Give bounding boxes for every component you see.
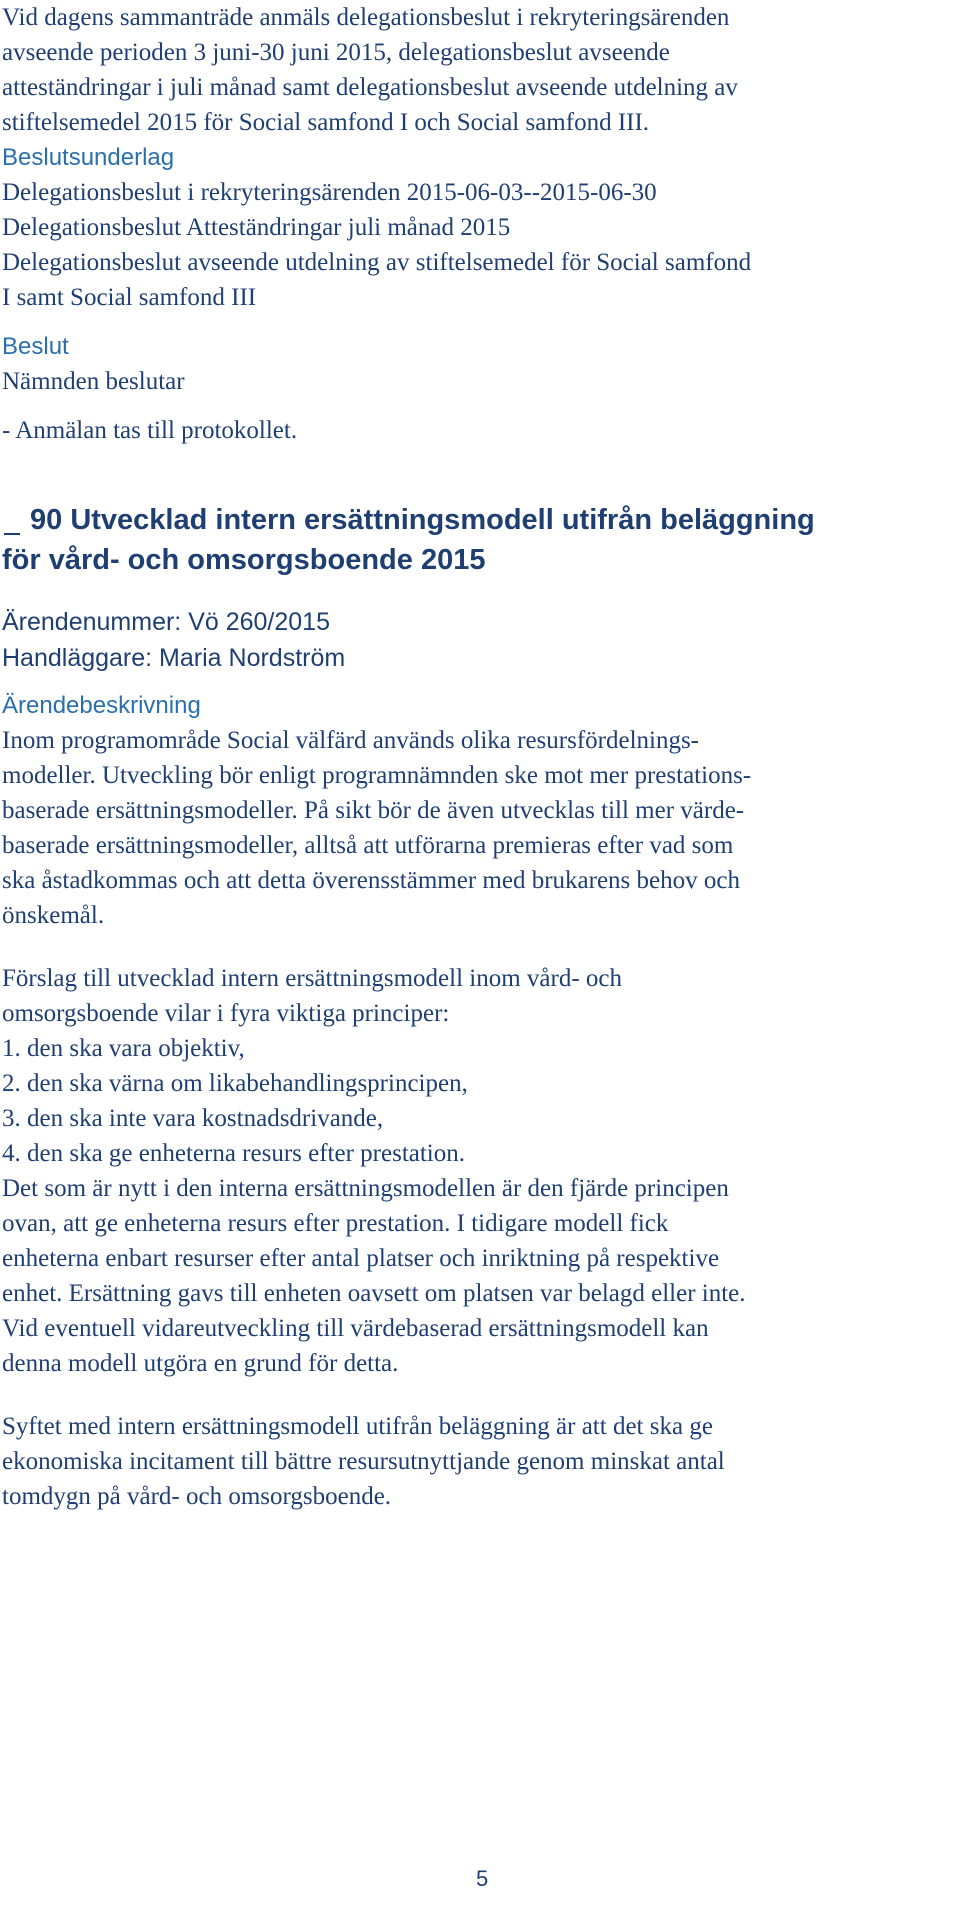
paragraph-line: denna modell utgöra en grund för detta.: [2, 1350, 399, 1377]
description-paragraph-2: [2, 961, 937, 1381]
handlaggare: Handläggare: Maria Nordström: [2, 644, 346, 672]
paragraph-line: omsorgsboende vilar i fyra viktiga principer:: [2, 1000, 450, 1027]
arendebeskrivning-heading: Ärendebeskrivning: [2, 692, 201, 719]
paragraph-line: baserade ersättningsmodeller. På sikt bör de även utvecklas till mer värde-: [2, 797, 745, 824]
intro-paragraph: [2, 0, 937, 140]
intro-line: stiftelsemedel 2015 för Social samfond I och Social samfond III.: [2, 109, 650, 136]
paragraph-line: önskemål.: [2, 902, 105, 929]
paragraph-line: enheterna enbart resurser efter antal platser och inriktning på respektive: [2, 1245, 720, 1272]
intro-line: avseende perioden 3 juni-30 juni 2015, delegationsbeslut avseende: [2, 39, 670, 66]
beslut-decision: - Anmälan tas till protokollet.: [2, 417, 298, 444]
paragraph-line: Det som är nytt i den interna ersättningsmodellen är den fjärde principen: [2, 1175, 729, 1202]
beslut-section: [2, 329, 937, 448]
principle-item: 4. den ska ge enheterna resurs efter prestation.: [2, 1140, 466, 1167]
paragraph-line: tomdygn på vård- och omsorgsboende.: [2, 1483, 392, 1510]
intro-line: atteständringar i juli månad samt delegationsbeslut avseende utdelning av: [2, 74, 738, 101]
paragraph-line: enhet. Ersättning gavs till enheten oavsett om platsen var belagd eller inte.: [2, 1280, 746, 1307]
page-number: 5: [476, 1866, 489, 1891]
paragraph-line: Inom programområde Social välfärd används olika resursfördelnings-: [2, 727, 700, 754]
beslutsunderlag-line: I samt Social samfond III: [2, 284, 257, 311]
paragraph-line: ovan, att ge enheterna resurs efter prestation. I tidigare modell fick: [2, 1210, 669, 1237]
intro-line: Vid dagens sammanträde anmäls delegationsbeslut i rekryteringsärenden: [2, 4, 730, 31]
case-title-line: 90 Utvecklad intern ersättningsmodell utifrån beläggning: [30, 504, 815, 536]
beslutsunderlag-line: Delegationsbeslut avseende utdelning av stiftelsemedel för Social samfond: [2, 249, 752, 276]
description-paragraph-1: [2, 723, 937, 933]
paragraph-line: baserade ersättningsmodeller, alltså att utförarna premieras efter vad som: [2, 832, 734, 859]
paragraph-line: Förslag till utvecklad intern ersättningsmodell inom vård- och: [2, 965, 623, 992]
paragraph-line: ekonomiska incitament till bättre resursutnyttjande genom minskat antal: [2, 1448, 725, 1475]
paragraph-line: ska åstadkommas och att detta överensstämmer med brukarens behov och: [2, 867, 740, 894]
beslutsunderlag-line: Delegationsbeslut Atteständringar juli månad 2015: [2, 214, 511, 241]
heading-underline-mark: [4, 533, 20, 535]
paragraph-line: Vid eventuell vidareutveckling till värdebaserad ersättningsmodell kan: [2, 1315, 709, 1342]
case-title: [2, 500, 937, 580]
principle-item: 2. den ska värna om likabehandlingsprincipen,: [2, 1070, 468, 1097]
case-title-line: för vård- och omsorgsboende 2015: [2, 544, 486, 576]
paragraph-line: modeller. Utveckling bör enligt programnämnden ske mot mer prestations-: [2, 762, 752, 789]
beslut-heading: Beslut: [2, 333, 69, 360]
description-paragraph-3: [2, 1409, 937, 1514]
principle-item: 1. den ska vara objektiv,: [2, 1035, 245, 1062]
beslutsunderlag-section: [2, 140, 937, 315]
case-meta: [2, 604, 937, 676]
arendenummer: Ärendenummer: Vö 260/2015: [2, 608, 330, 636]
principle-item: 3. den ska inte vara kostnadsdrivande,: [2, 1105, 384, 1132]
document-body: [2, 0, 937, 1514]
paragraph-line: Syftet med intern ersättningsmodell utifrån beläggning är att det ska ge: [2, 1413, 713, 1440]
beslut-text: Nämnden beslutar: [2, 368, 185, 395]
beslutsunderlag-heading: Beslutsunderlag: [2, 144, 175, 171]
arendebeskrivning-section: [2, 688, 937, 1514]
beslutsunderlag-line: Delegationsbeslut i rekryteringsärenden 2015-06-03--2015-06-30: [2, 179, 657, 206]
